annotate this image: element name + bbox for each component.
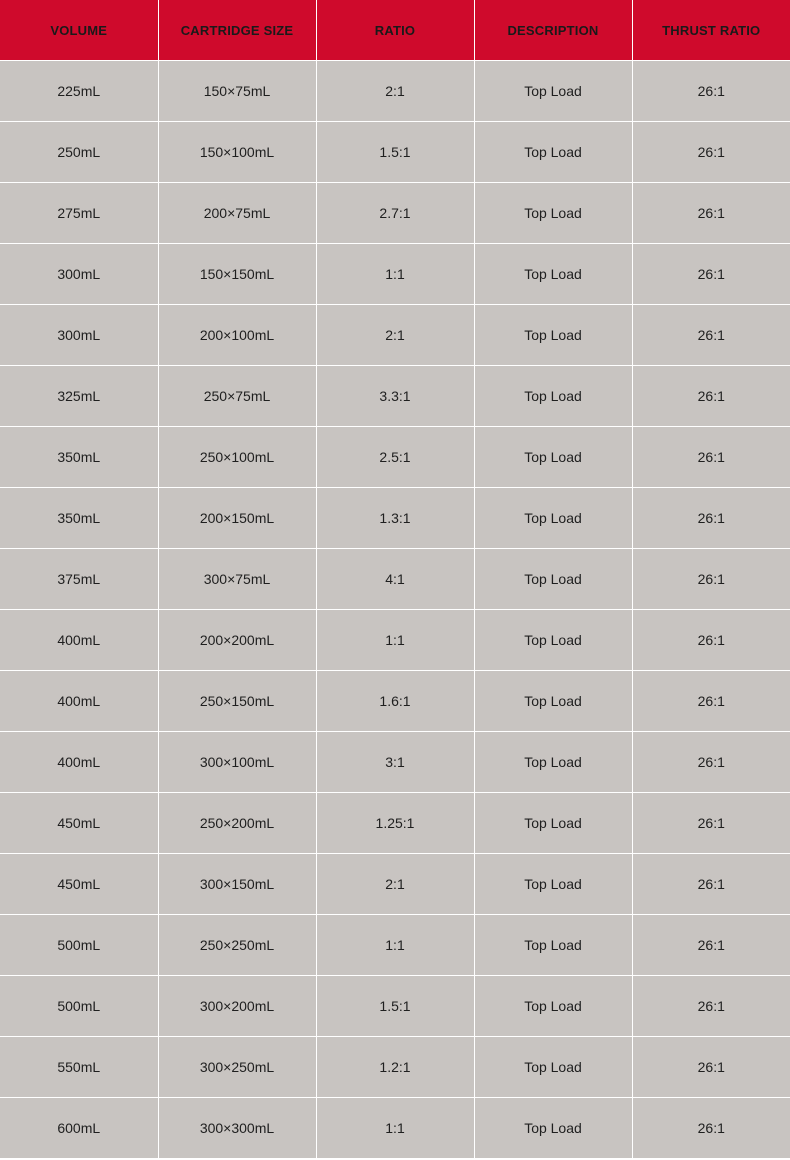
table-header bbox=[0, 0, 790, 61]
cell-volume: 450mL bbox=[0, 854, 158, 915]
cell-description: Top Load bbox=[474, 61, 632, 122]
cell-volume: 225mL bbox=[0, 61, 158, 122]
cell-description: Top Load bbox=[474, 122, 632, 183]
table-row bbox=[0, 732, 790, 793]
cell-thrust-ratio: 26:1 bbox=[632, 854, 790, 915]
table-row bbox=[0, 610, 790, 671]
cell-thrust-ratio: 26:1 bbox=[632, 1037, 790, 1098]
table-row bbox=[0, 488, 790, 549]
table-body bbox=[0, 61, 790, 1159]
cell-cartridge-size: 300×100mL bbox=[158, 732, 316, 793]
cell-thrust-ratio: 26:1 bbox=[632, 305, 790, 366]
cell-description: Top Load bbox=[474, 793, 632, 854]
cell-volume: 350mL bbox=[0, 427, 158, 488]
table-row bbox=[0, 549, 790, 610]
table-row bbox=[0, 854, 790, 915]
cell-description: Top Load bbox=[474, 854, 632, 915]
cell-volume: 600mL bbox=[0, 1098, 158, 1159]
cell-cartridge-size: 150×75mL bbox=[158, 61, 316, 122]
cell-ratio: 3:1 bbox=[316, 732, 474, 793]
table-row bbox=[0, 915, 790, 976]
cell-thrust-ratio: 26:1 bbox=[632, 976, 790, 1037]
cell-thrust-ratio: 26:1 bbox=[632, 244, 790, 305]
cell-thrust-ratio: 26:1 bbox=[632, 427, 790, 488]
cell-ratio: 1:1 bbox=[316, 1098, 474, 1159]
cell-ratio: 2:1 bbox=[316, 61, 474, 122]
cell-cartridge-size: 300×250mL bbox=[158, 1037, 316, 1098]
cell-thrust-ratio: 26:1 bbox=[632, 183, 790, 244]
table-row bbox=[0, 366, 790, 427]
cell-volume: 450mL bbox=[0, 793, 158, 854]
cell-ratio: 2.7:1 bbox=[316, 183, 474, 244]
cell-description: Top Load bbox=[474, 244, 632, 305]
cell-cartridge-size: 250×150mL bbox=[158, 671, 316, 732]
cell-volume: 350mL bbox=[0, 488, 158, 549]
cell-ratio: 2:1 bbox=[316, 854, 474, 915]
header-thrust-ratio: THRUST RATIO bbox=[632, 0, 790, 61]
cell-volume: 400mL bbox=[0, 671, 158, 732]
cell-volume: 325mL bbox=[0, 366, 158, 427]
cell-ratio: 1.2:1 bbox=[316, 1037, 474, 1098]
cell-thrust-ratio: 26:1 bbox=[632, 488, 790, 549]
table-row bbox=[0, 1098, 790, 1159]
cell-volume: 550mL bbox=[0, 1037, 158, 1098]
cell-cartridge-size: 300×300mL bbox=[158, 1098, 316, 1159]
cell-volume: 250mL bbox=[0, 122, 158, 183]
cell-cartridge-size: 250×200mL bbox=[158, 793, 316, 854]
cell-cartridge-size: 200×75mL bbox=[158, 183, 316, 244]
cell-thrust-ratio: 26:1 bbox=[632, 549, 790, 610]
cell-cartridge-size: 250×250mL bbox=[158, 915, 316, 976]
cell-cartridge-size: 150×150mL bbox=[158, 244, 316, 305]
cell-description: Top Load bbox=[474, 976, 632, 1037]
cell-thrust-ratio: 26:1 bbox=[632, 610, 790, 671]
table-row bbox=[0, 793, 790, 854]
cell-description: Top Load bbox=[474, 549, 632, 610]
cell-cartridge-size: 250×100mL bbox=[158, 427, 316, 488]
cell-volume: 275mL bbox=[0, 183, 158, 244]
table-row bbox=[0, 122, 790, 183]
header-volume: VOLUME bbox=[0, 0, 158, 61]
cell-thrust-ratio: 26:1 bbox=[632, 793, 790, 854]
table-row bbox=[0, 244, 790, 305]
cell-ratio: 1.3:1 bbox=[316, 488, 474, 549]
header-row bbox=[0, 0, 790, 61]
cell-description: Top Load bbox=[474, 1098, 632, 1159]
cell-thrust-ratio: 26:1 bbox=[632, 671, 790, 732]
cell-ratio: 4:1 bbox=[316, 549, 474, 610]
cell-ratio: 1.5:1 bbox=[316, 122, 474, 183]
cell-thrust-ratio: 26:1 bbox=[632, 122, 790, 183]
table-row bbox=[0, 427, 790, 488]
table-row bbox=[0, 1037, 790, 1098]
cell-volume: 300mL bbox=[0, 244, 158, 305]
cell-description: Top Load bbox=[474, 671, 632, 732]
cell-description: Top Load bbox=[474, 1037, 632, 1098]
cell-description: Top Load bbox=[474, 183, 632, 244]
cell-thrust-ratio: 26:1 bbox=[632, 1098, 790, 1159]
table-row bbox=[0, 671, 790, 732]
cell-thrust-ratio: 26:1 bbox=[632, 61, 790, 122]
cell-volume: 400mL bbox=[0, 732, 158, 793]
cell-cartridge-size: 250×75mL bbox=[158, 366, 316, 427]
cell-ratio: 1:1 bbox=[316, 244, 474, 305]
cell-ratio: 1:1 bbox=[316, 915, 474, 976]
cell-ratio: 1:1 bbox=[316, 610, 474, 671]
cell-volume: 500mL bbox=[0, 976, 158, 1037]
cell-cartridge-size: 150×100mL bbox=[158, 122, 316, 183]
cell-ratio: 2.5:1 bbox=[316, 427, 474, 488]
cell-ratio: 1.6:1 bbox=[316, 671, 474, 732]
cell-cartridge-size: 300×150mL bbox=[158, 854, 316, 915]
cell-description: Top Load bbox=[474, 610, 632, 671]
table-row bbox=[0, 61, 790, 122]
cell-description: Top Load bbox=[474, 915, 632, 976]
cell-description: Top Load bbox=[474, 732, 632, 793]
cell-volume: 500mL bbox=[0, 915, 158, 976]
table-row bbox=[0, 183, 790, 244]
header-cartridge-size: CARTRIDGE SIZE bbox=[158, 0, 316, 61]
cell-cartridge-size: 200×100mL bbox=[158, 305, 316, 366]
header-ratio: RATIO bbox=[316, 0, 474, 61]
cell-volume: 300mL bbox=[0, 305, 158, 366]
cell-cartridge-size: 200×150mL bbox=[158, 488, 316, 549]
cell-description: Top Load bbox=[474, 427, 632, 488]
cell-cartridge-size: 200×200mL bbox=[158, 610, 316, 671]
cell-description: Top Load bbox=[474, 488, 632, 549]
cell-ratio: 2:1 bbox=[316, 305, 474, 366]
header-description: DESCRIPTION bbox=[474, 0, 632, 61]
cell-thrust-ratio: 26:1 bbox=[632, 915, 790, 976]
cell-ratio: 1.25:1 bbox=[316, 793, 474, 854]
cell-thrust-ratio: 26:1 bbox=[632, 366, 790, 427]
cell-cartridge-size: 300×75mL bbox=[158, 549, 316, 610]
cell-ratio: 1.5:1 bbox=[316, 976, 474, 1037]
cell-volume: 375mL bbox=[0, 549, 158, 610]
cell-description: Top Load bbox=[474, 366, 632, 427]
table-row bbox=[0, 976, 790, 1037]
cell-description: Top Load bbox=[474, 305, 632, 366]
cell-ratio: 3.3:1 bbox=[316, 366, 474, 427]
cell-thrust-ratio: 26:1 bbox=[632, 732, 790, 793]
cell-volume: 400mL bbox=[0, 610, 158, 671]
cell-cartridge-size: 300×200mL bbox=[158, 976, 316, 1037]
table-row bbox=[0, 305, 790, 366]
